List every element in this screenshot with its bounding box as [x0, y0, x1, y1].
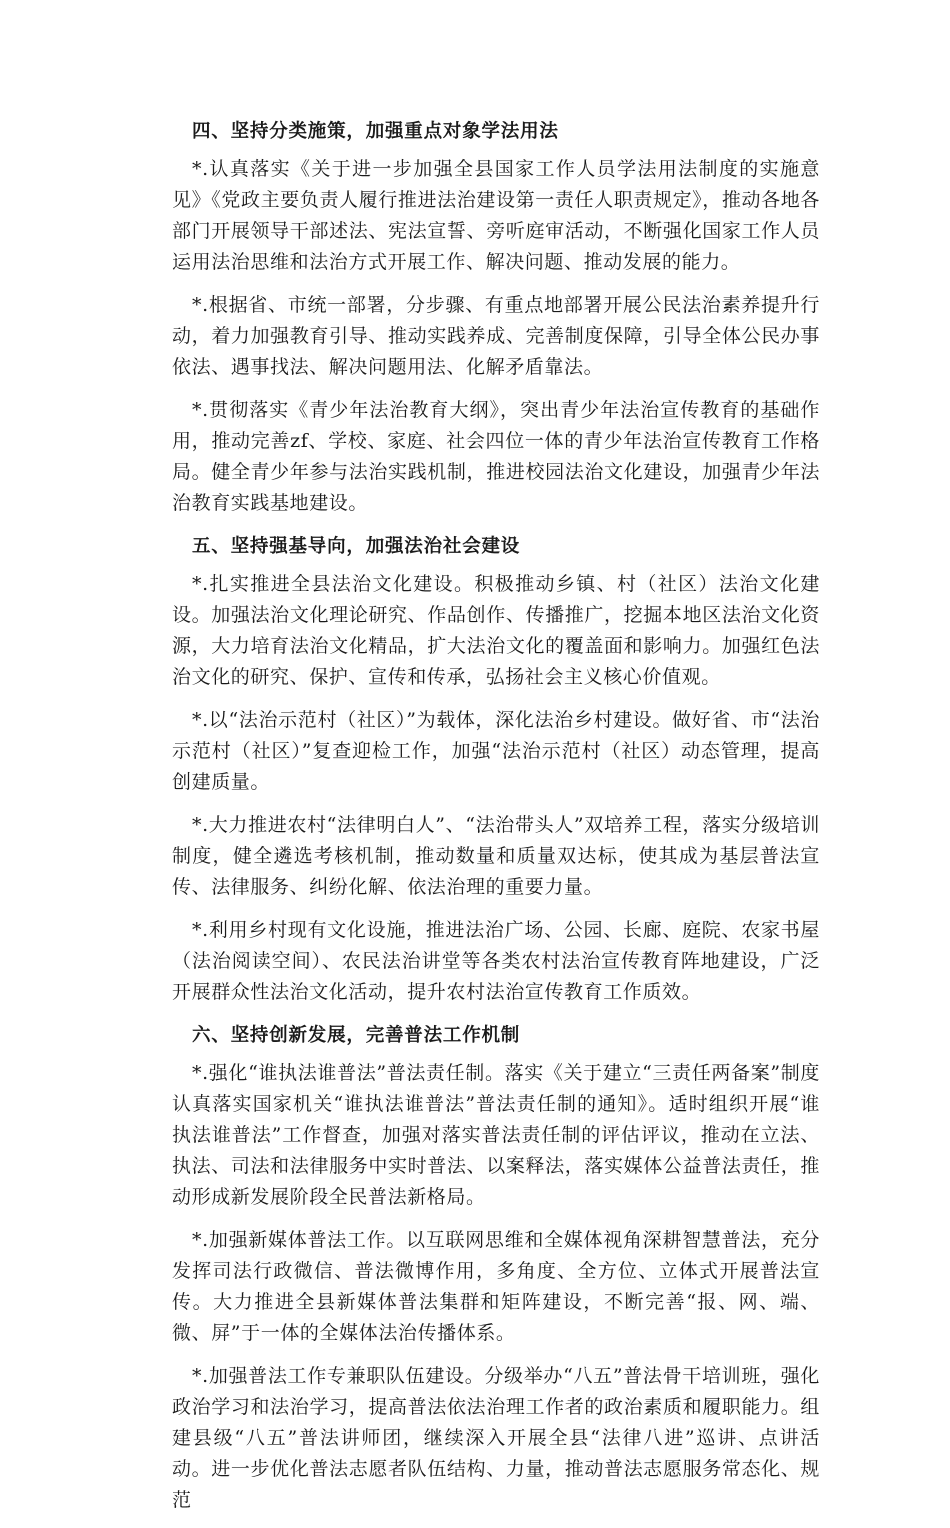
- paragraph: *.大力推进农村“法律明白人”、“法治带头人”双培养工程，落实分级培训制度，健全遴选考核机制，推动数量和质量双达标，使其成为基层普法宣传、法律服务、纠纷化解、依法治理的重要力量。: [172, 814, 820, 898]
- paragraph: *.加强新媒体普法工作。以互联网思维和全媒体视角深耕智慧普法，充分发挥司法行政微信、普法微博作用，多角度、全方位、立体式开展普法宣传。大力推进全县新媒体普法集群和矩阵建设，不断完善“报、网、端、微、屏”于一体的全媒体法治传播体系。: [172, 1229, 820, 1344]
- section-6: [172, 1020, 820, 1516]
- section-5: [172, 531, 820, 1008]
- paragraph: *.强化“谁执法谁普法”普法责任制。落实《关于建立“三责任两备案”制度认真落实国家机关“谁执法谁普法”普法责任制的通知》。适时组织开展“谁执法谁普法”工作督查，加强对落实普法责任制的评估评议，推动在立法、执法、司法和法律服务中实时普法、以案释法，落实媒体公益普法责任，推动形成新发展阶段全民普法新格局。: [172, 1062, 820, 1208]
- paragraph: *.扎实推进全县法治文化建设。积极推动乡镇、村（社区）法治文化建设。加强法治文化理论研究、作品创作、传播推广，挖掘本地区法治文化资源，大力培育法治文化精品，扩大法治文化的覆盖面和影响力。加强红色法治文化的研究、保护、宣传和传承，弘扬社会主义核心价值观。: [172, 573, 820, 688]
- section-heading: 五、坚持强基导向，加强法治社会建设: [192, 536, 521, 557]
- paragraph: *.贯彻落实《青少年法治教育大纲》，突出青少年法治宣传教育的基础作用，推动完善zf、学校、家庭、社会四位一体的青少年法治宣传教育工作格局。健全青少年参与法治实践机制，推进校园法治文化建设，加强青少年法治教育实践基地建设。: [172, 399, 820, 514]
- paragraph: *.根据省、市统一部署，分步骤、有重点地部署开展公民法治素养提升行动，着力加强教育引导、推动实践养成、完善制度保障，引导全体公民办事依法、遇事找法、解决问题用法、化解矛盾靠法。: [172, 294, 820, 378]
- paragraph: *.认真落实《关于进一步加强全县国家工作人员学法用法制度的实施意见》《党政主要负责人履行推进法治建设第一责任人职责规定》，推动各地各部门开展领导干部述法、宪法宣誓、旁听庭审活动，不断强化国家工作人员运用法治思维和法治方式开展工作、解决问题、推动发展的能力。: [172, 158, 820, 273]
- paragraph: *.加强普法工作专兼职队伍建设。分级举办“八五”普法骨干培训班，强化政治学习和法治学习，提高普法依法治理工作者的政治素质和履职能力。组建县级“八五”普法讲师团，继续深入开展全县“法律八进”巡讲、点讲活动。进一步优化普法志愿者队伍结构、力量，推动普法志愿服务常态化、规范: [172, 1365, 820, 1511]
- document-body: [172, 116, 820, 1528]
- section-4: [172, 116, 820, 519]
- section-heading: 六、坚持创新发展，完善普法工作机制: [192, 1025, 521, 1046]
- paragraph: *.利用乡村现有文化设施，推进法治广场、公园、长廊、庭院、农家书屋（法治阅读空间）、农民法治讲堂等各类农村法治宣传教育阵地建设，广泛开展群众性法治文化活动，提升农村法治宣传教育工作质效。: [172, 919, 820, 1003]
- paragraph: *.以“法治示范村（社区）”为载体，深化法治乡村建设。做好省、市“法治示范村（社区）”复查迎检工作，加强“法治示范村（社区）动态管理，提高创建质量。: [172, 709, 820, 793]
- section-heading: 四、坚持分类施策，加强重点对象学法用法: [192, 121, 559, 142]
